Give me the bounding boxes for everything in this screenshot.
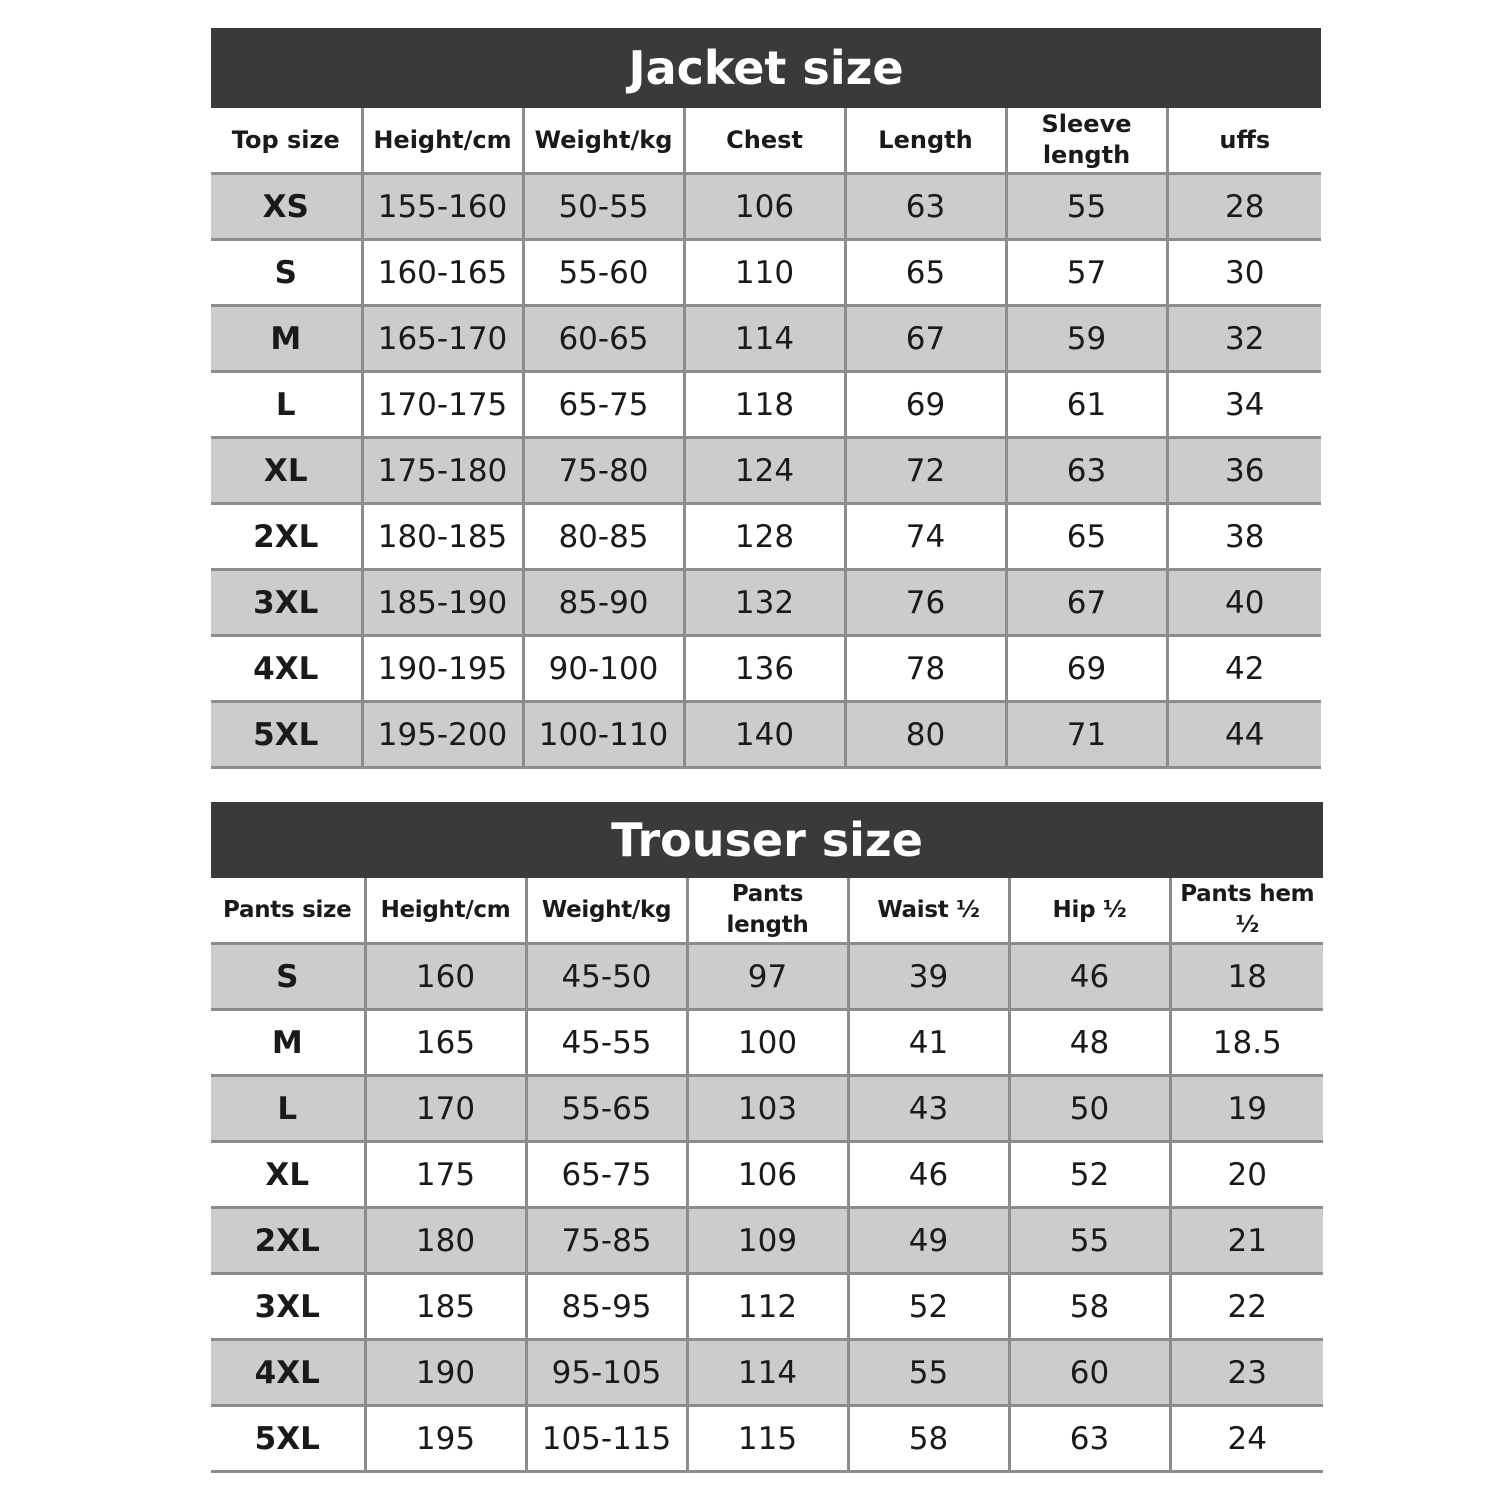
- table-row: [211, 702, 1321, 768]
- trouser-size-table: [211, 802, 1323, 1473]
- measurement-cell: 67: [845, 306, 1006, 372]
- measurement-cell: 69: [845, 372, 1006, 438]
- size-label-cell: 2XL: [211, 1208, 365, 1274]
- size-label-cell: 2XL: [211, 504, 362, 570]
- measurement-cell: 185-190: [362, 570, 523, 636]
- table-row: [211, 1010, 1323, 1076]
- measurement-cell: 39: [848, 944, 1009, 1010]
- measurement-cell: 170-175: [362, 372, 523, 438]
- size-label-cell: 3XL: [211, 1274, 365, 1340]
- measurement-cell: 32: [1167, 306, 1321, 372]
- measurement-cell: 114: [687, 1340, 848, 1406]
- size-label-cell: XS: [211, 174, 362, 240]
- size-label-cell: 3XL: [211, 570, 362, 636]
- size-label-cell: 4XL: [211, 636, 362, 702]
- size-label-cell: XL: [211, 438, 362, 504]
- measurement-cell: 61: [1006, 372, 1167, 438]
- trouser-column-header: Height/cm: [365, 878, 526, 944]
- table-row: [211, 240, 1321, 306]
- measurement-cell: 180-185: [362, 504, 523, 570]
- measurement-cell: 21: [1170, 1208, 1323, 1274]
- measurement-cell: 180: [365, 1208, 526, 1274]
- trouser-table-body: [211, 944, 1323, 1472]
- measurement-cell: 57: [1006, 240, 1167, 306]
- jacket-column-header: Chest: [684, 108, 845, 174]
- measurement-cell: 69: [1006, 636, 1167, 702]
- measurement-cell: 100: [687, 1010, 848, 1076]
- measurement-cell: 175-180: [362, 438, 523, 504]
- size-label-cell: S: [211, 240, 362, 306]
- measurement-cell: 55-65: [526, 1076, 687, 1142]
- measurement-cell: 95-105: [526, 1340, 687, 1406]
- measurement-cell: 50: [1009, 1076, 1170, 1142]
- measurement-cell: 60-65: [523, 306, 684, 372]
- size-label-cell: L: [211, 1076, 365, 1142]
- table-row: [211, 1208, 1323, 1274]
- table-row: [211, 570, 1321, 636]
- measurement-cell: 132: [684, 570, 845, 636]
- measurement-cell: 175: [365, 1142, 526, 1208]
- measurement-cell: 52: [848, 1274, 1009, 1340]
- measurement-cell: 59: [1006, 306, 1167, 372]
- measurement-cell: 42: [1167, 636, 1321, 702]
- jacket-table-body: [211, 174, 1321, 768]
- table-row: [211, 438, 1321, 504]
- measurement-cell: 28: [1167, 174, 1321, 240]
- measurement-cell: 41: [848, 1010, 1009, 1076]
- measurement-cell: 109: [687, 1208, 848, 1274]
- measurement-cell: 170: [365, 1076, 526, 1142]
- measurement-cell: 75-85: [526, 1208, 687, 1274]
- measurement-cell: 136: [684, 636, 845, 702]
- table-row: [211, 1274, 1323, 1340]
- measurement-cell: 110: [684, 240, 845, 306]
- measurement-cell: 114: [684, 306, 845, 372]
- measurement-cell: 30: [1167, 240, 1321, 306]
- measurement-cell: 185: [365, 1274, 526, 1340]
- measurement-cell: 155-160: [362, 174, 523, 240]
- measurement-cell: 45-55: [526, 1010, 687, 1076]
- measurement-cell: 118: [684, 372, 845, 438]
- table-row: [211, 1340, 1323, 1406]
- measurement-cell: 190-195: [362, 636, 523, 702]
- measurement-cell: 160-165: [362, 240, 523, 306]
- measurement-cell: 115: [687, 1406, 848, 1472]
- jacket-size-table: [211, 28, 1321, 769]
- measurement-cell: 34: [1167, 372, 1321, 438]
- measurement-cell: 58: [1009, 1274, 1170, 1340]
- measurement-cell: 36: [1167, 438, 1321, 504]
- size-label-cell: 5XL: [211, 702, 362, 768]
- trouser-column-header: Pants hem ½: [1170, 878, 1323, 944]
- measurement-cell: 63: [1006, 438, 1167, 504]
- table-row: [211, 944, 1323, 1010]
- measurement-cell: 80: [845, 702, 1006, 768]
- measurement-cell: 65: [845, 240, 1006, 306]
- measurement-cell: 63: [845, 174, 1006, 240]
- measurement-cell: 103: [687, 1076, 848, 1142]
- measurement-cell: 165: [365, 1010, 526, 1076]
- measurement-cell: 100-110: [523, 702, 684, 768]
- measurement-cell: 190: [365, 1340, 526, 1406]
- measurement-cell: 20: [1170, 1142, 1323, 1208]
- jacket-column-header: Top size: [211, 108, 362, 174]
- measurement-cell: 128: [684, 504, 845, 570]
- table-row: [211, 174, 1321, 240]
- measurement-cell: 65-75: [526, 1142, 687, 1208]
- size-label-cell: L: [211, 372, 362, 438]
- measurement-cell: 18: [1170, 944, 1323, 1010]
- measurement-cell: 58: [848, 1406, 1009, 1472]
- measurement-cell: 24: [1170, 1406, 1323, 1472]
- measurement-cell: 105-115: [526, 1406, 687, 1472]
- jacket-column-header: Length: [845, 108, 1006, 174]
- measurement-cell: 195: [365, 1406, 526, 1472]
- measurement-cell: 124: [684, 438, 845, 504]
- trouser-column-header: Pants length: [687, 878, 848, 944]
- measurement-cell: 65: [1006, 504, 1167, 570]
- measurement-cell: 80-85: [523, 504, 684, 570]
- table-row: [211, 1406, 1323, 1472]
- measurement-cell: 74: [845, 504, 1006, 570]
- measurement-cell: 52: [1009, 1142, 1170, 1208]
- table-row: [211, 306, 1321, 372]
- size-label-cell: M: [211, 1010, 365, 1076]
- jacket-column-header: Sleeve length: [1006, 108, 1167, 174]
- measurement-cell: 195-200: [362, 702, 523, 768]
- trouser-table-title: Trouser size: [211, 802, 1323, 878]
- measurement-cell: 78: [845, 636, 1006, 702]
- size-label-cell: 4XL: [211, 1340, 365, 1406]
- measurement-cell: 18.5: [1170, 1010, 1323, 1076]
- measurement-cell: 55: [1006, 174, 1167, 240]
- size-label-cell: 5XL: [211, 1406, 365, 1472]
- measurement-cell: 65-75: [523, 372, 684, 438]
- measurement-cell: 112: [687, 1274, 848, 1340]
- jacket-column-header: uffs: [1167, 108, 1321, 174]
- measurement-cell: 55: [848, 1340, 1009, 1406]
- measurement-cell: 50-55: [523, 174, 684, 240]
- measurement-cell: 140: [684, 702, 845, 768]
- table-row: [211, 1076, 1323, 1142]
- measurement-cell: 75-80: [523, 438, 684, 504]
- table-row: [211, 636, 1321, 702]
- measurement-cell: 60: [1009, 1340, 1170, 1406]
- trouser-column-header: Hip ½: [1009, 878, 1170, 944]
- measurement-cell: 46: [1009, 944, 1170, 1010]
- table-row: [211, 372, 1321, 438]
- measurement-cell: 19: [1170, 1076, 1323, 1142]
- measurement-cell: 85-95: [526, 1274, 687, 1340]
- size-label-cell: S: [211, 944, 365, 1010]
- measurement-cell: 38: [1167, 504, 1321, 570]
- trouser-column-header: Weight/kg: [526, 878, 687, 944]
- jacket-column-header: Weight/kg: [523, 108, 684, 174]
- measurement-cell: 97: [687, 944, 848, 1010]
- measurement-cell: 22: [1170, 1274, 1323, 1340]
- measurement-cell: 106: [684, 174, 845, 240]
- measurement-cell: 71: [1006, 702, 1167, 768]
- jacket-column-header: Height/cm: [362, 108, 523, 174]
- measurement-cell: 90-100: [523, 636, 684, 702]
- measurement-cell: 44: [1167, 702, 1321, 768]
- measurement-cell: 63: [1009, 1406, 1170, 1472]
- measurement-cell: 85-90: [523, 570, 684, 636]
- measurement-cell: 72: [845, 438, 1006, 504]
- measurement-cell: 49: [848, 1208, 1009, 1274]
- table-row: [211, 1142, 1323, 1208]
- measurement-cell: 45-50: [526, 944, 687, 1010]
- measurement-cell: 160: [365, 944, 526, 1010]
- measurement-cell: 165-170: [362, 306, 523, 372]
- measurement-cell: 46: [848, 1142, 1009, 1208]
- trouser-column-header: Waist ½: [848, 878, 1009, 944]
- table-row: [211, 504, 1321, 570]
- measurement-cell: 55-60: [523, 240, 684, 306]
- measurement-cell: 76: [845, 570, 1006, 636]
- measurement-cell: 106: [687, 1142, 848, 1208]
- trouser-column-header: Pants size: [211, 878, 365, 944]
- measurement-cell: 67: [1006, 570, 1167, 636]
- measurement-cell: 55: [1009, 1208, 1170, 1274]
- size-label-cell: XL: [211, 1142, 365, 1208]
- jacket-header-row: [211, 108, 1321, 174]
- jacket-table-title: Jacket size: [211, 28, 1321, 108]
- measurement-cell: 48: [1009, 1010, 1170, 1076]
- measurement-cell: 40: [1167, 570, 1321, 636]
- trouser-header-row: [211, 878, 1323, 944]
- measurement-cell: 43: [848, 1076, 1009, 1142]
- measurement-cell: 23: [1170, 1340, 1323, 1406]
- size-label-cell: M: [211, 306, 362, 372]
